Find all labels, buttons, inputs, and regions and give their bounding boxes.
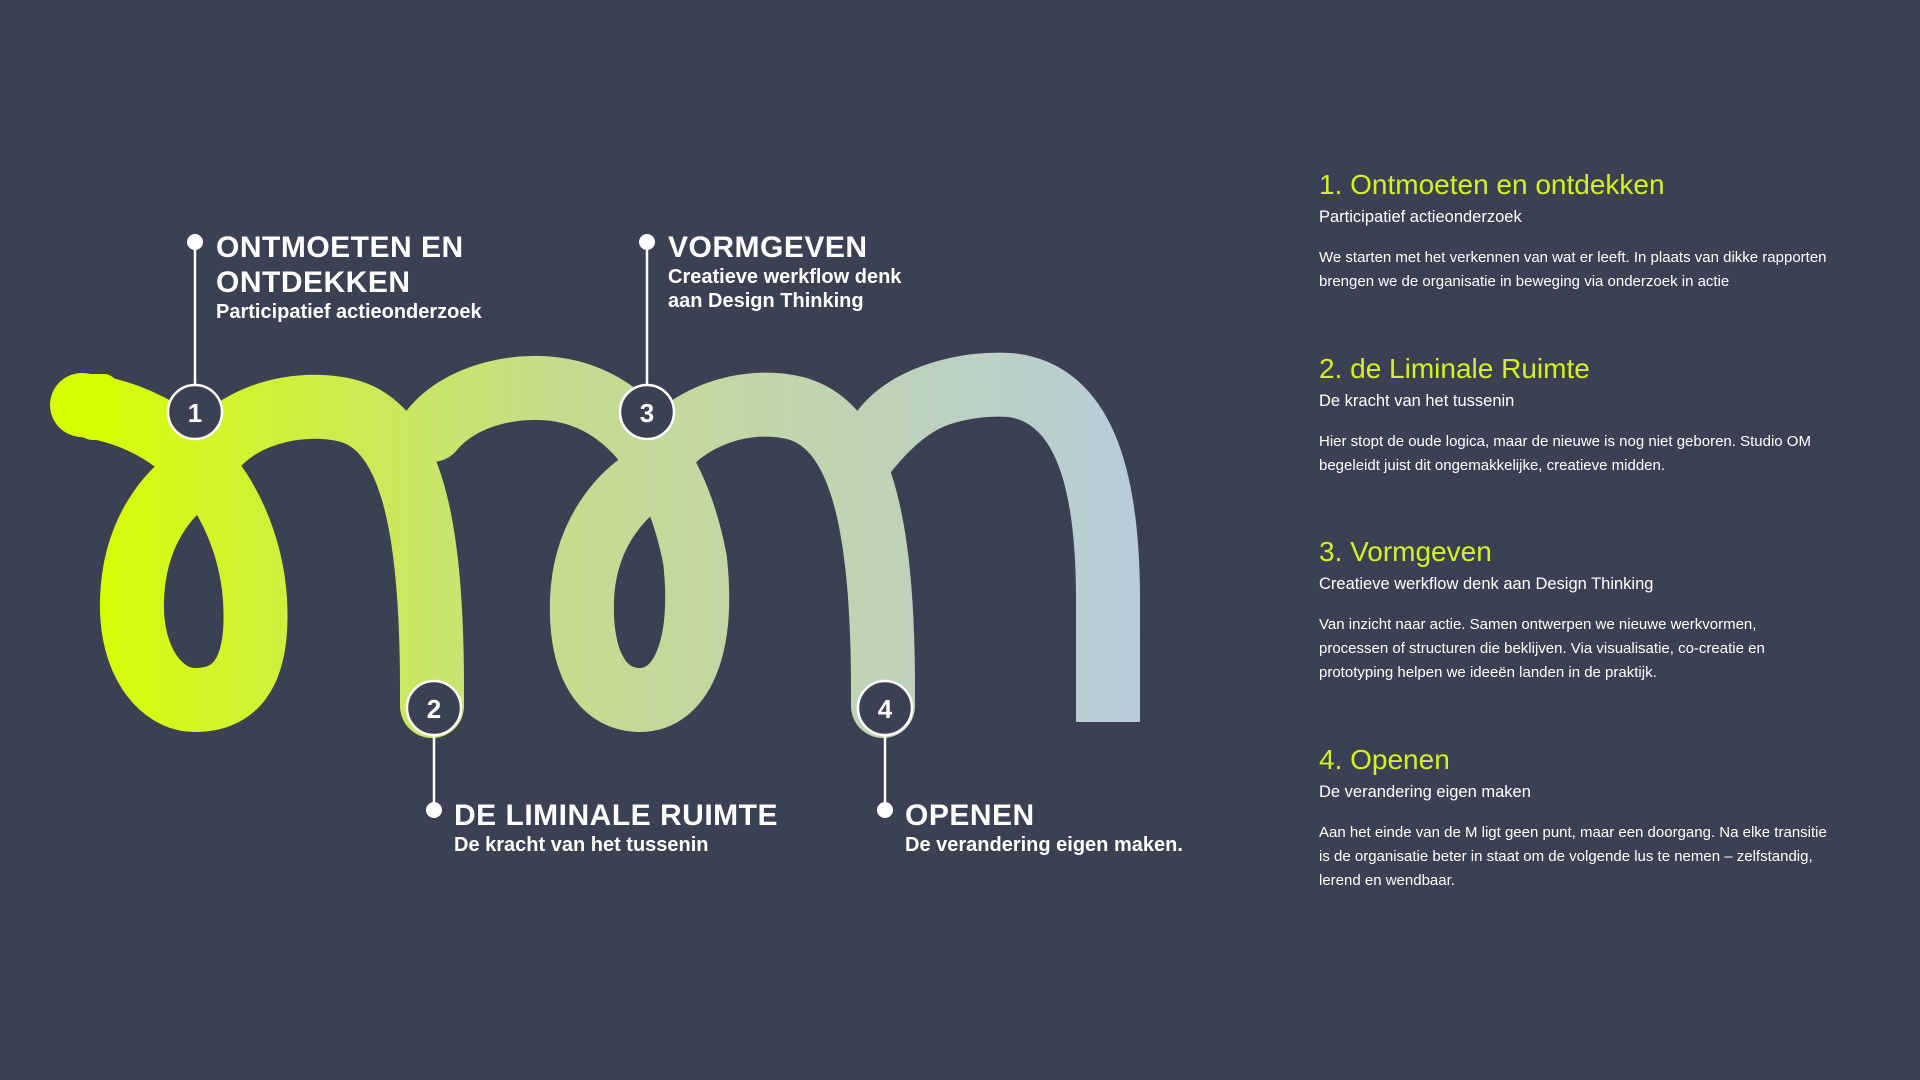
- step-2-subtitle: De kracht van het tussenin: [454, 834, 709, 856]
- step-1-subtitle: Participatief actieonderzoek: [216, 301, 482, 323]
- description-body: [1319, 821, 1891, 893]
- spiral-ribbon: [82, 405, 432, 706]
- description-body: [1319, 246, 1891, 294]
- description-subheading: Participatief actieonderzoek: [1319, 208, 1522, 226]
- body-line: We starten met het verkennen van wat er leeft. In plaats van dikke rapporten: [1319, 249, 1827, 266]
- step-3-subtitle-line-1: Creatieve werkflow denk: [668, 266, 902, 288]
- step-4-marker: [858, 681, 912, 735]
- step-1-title-line-2: ONTDEKKEN: [216, 266, 411, 299]
- description-section-2: [1319, 352, 1891, 478]
- description-subheading: Creatieve werkflow denk aan Design Thinking: [1319, 575, 1654, 593]
- description-heading: 2. de Liminale Ruimte: [1319, 353, 1590, 384]
- description-heading: 1. Ontmoeten en ontdekken: [1319, 169, 1665, 200]
- body-line: Aan het einde van de M ligt geen punt, maar een doorgang. Na elke transitie: [1319, 824, 1827, 841]
- description-section-4: [1319, 743, 1891, 893]
- step-2-number: 2: [426, 694, 442, 724]
- body-line: begeleidt juist dit ongemakkelijke, creatieve midden.: [1319, 457, 1666, 474]
- ribbon-start-cap: [78, 374, 118, 440]
- description-section-3: [1319, 535, 1891, 685]
- step-4-label: [905, 798, 1265, 857]
- description-heading: 4. Openen: [1319, 744, 1450, 775]
- step-3-marker: [620, 385, 674, 439]
- description-section-1: [1319, 168, 1891, 294]
- step-2-title: DE LIMINALE RUIMTE: [454, 799, 778, 832]
- description-body: [1319, 613, 1891, 685]
- description-body: [1319, 430, 1891, 478]
- step-3-title: VORMGEVEN: [668, 231, 868, 264]
- step-4-title: OPENEN: [905, 799, 1035, 832]
- step-3-number: 3: [639, 398, 655, 428]
- body-line: brengen we de organisatie in beweging via onderzoek in actie: [1319, 273, 1730, 290]
- description-heading: 3. Vormgeven: [1319, 536, 1492, 567]
- step-1-title-line-1: ONTMOETEN EN: [216, 231, 464, 264]
- description-subheading: De verandering eigen maken: [1319, 783, 1531, 801]
- step-3-subtitle-line-2: aan Design Thinking: [668, 290, 864, 312]
- body-line: prototyping helpen we ideeën landen in de praktijk.: [1319, 664, 1657, 681]
- body-line: Hier stopt de oude logica, maar de nieuwe is nog niet geboren. Studio OM: [1319, 433, 1811, 450]
- description-subheading: De kracht van het tussenin: [1319, 392, 1515, 410]
- spiral-ribbon-arch-2: [883, 385, 1108, 690]
- step-3-label: [668, 230, 1228, 313]
- body-line: Van inzicht naar actie. Samen ontwerpen we nieuwe werkvormen,: [1319, 616, 1757, 633]
- step-4-subtitle: De verandering eigen maken.: [905, 834, 1183, 856]
- body-line: is de organisatie beter in staat om de volgende lus te nemen – zelfstandig,: [1319, 848, 1813, 865]
- step-1-marker: [168, 385, 222, 439]
- body-line: processen of structuren die beklijven. Via visualisatie, co-creatie en: [1319, 640, 1765, 657]
- step-4-number: 4: [877, 694, 893, 724]
- step-1-number: 1: [187, 398, 203, 428]
- step-2-marker: [407, 681, 461, 735]
- body-line: lerend en wendbaar.: [1319, 872, 1455, 889]
